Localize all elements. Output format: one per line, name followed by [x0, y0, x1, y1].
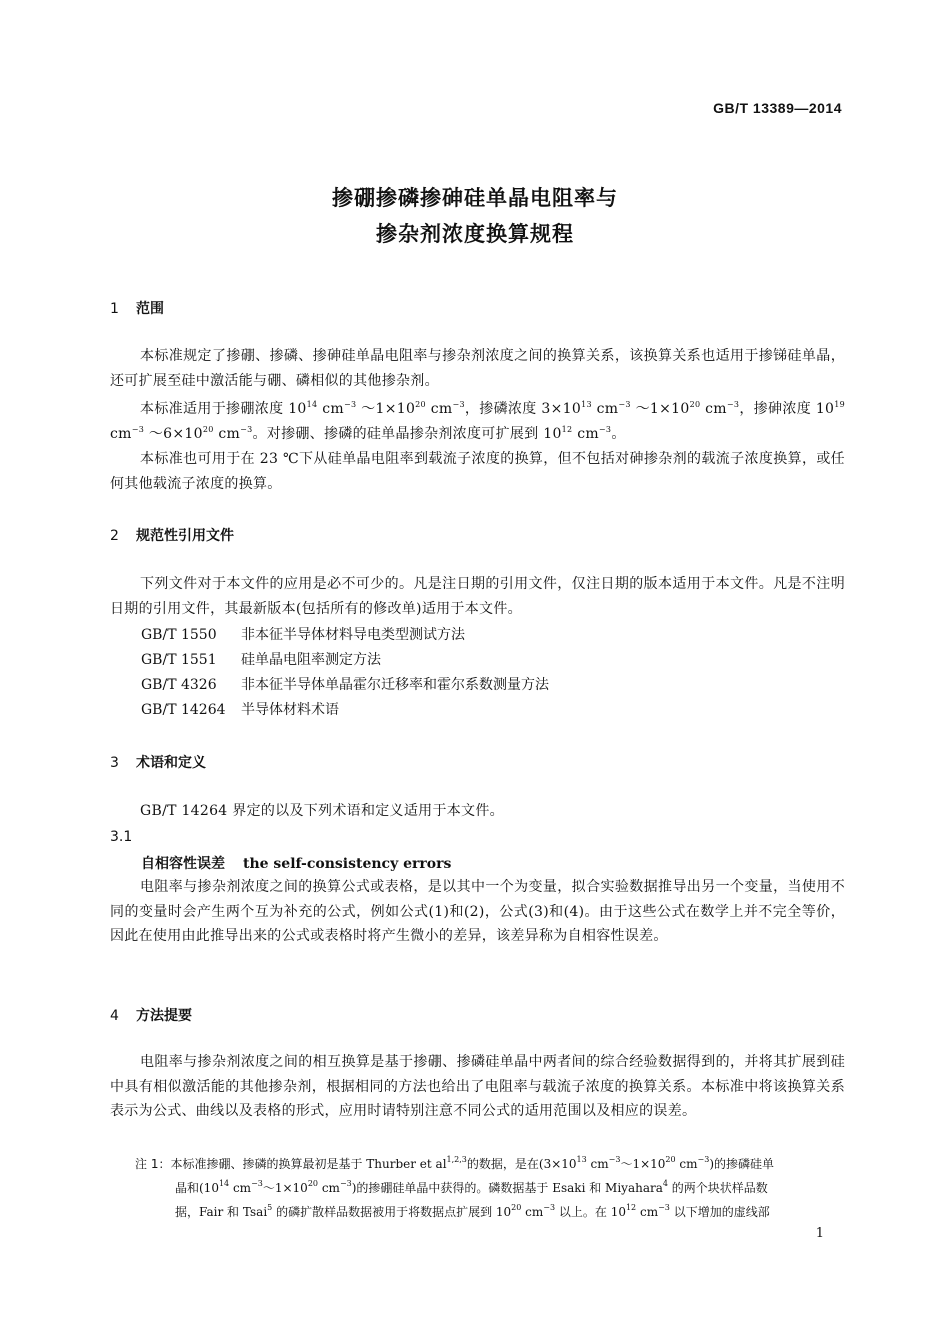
section-number: 2 [110, 528, 119, 544]
page-number: 1 [815, 1226, 824, 1241]
term-heading [141, 853, 451, 873]
reference-item: GB/T 1550 非本征半导体材料导电类型测试方法 [141, 627, 465, 643]
section-number: 3 [110, 755, 119, 771]
section-title: 术语和定义 [136, 755, 206, 771]
document-title [0, 180, 950, 252]
section-number: 1 [110, 301, 119, 317]
section-1-paragraph-3: 本标准也可用于在 23 ℃下从硅单晶电阻率到载流子浓度的换算，但不包括对砷掺杂剂的载流子浓度换算，或任何其他载流子浓度的换算。 [110, 451, 845, 492]
title-line-1: 掺硼掺磷掺砷硅单晶电阻率与 [332, 186, 618, 210]
section-3-paragraph-2: 电阻率与掺杂剂浓度之间的换算公式或表格，是以其中一个为变量，拟合实验数据推导出另一个变量，当使用不同的变量时会产生两个互为补充的公式，例如公式(1)和(2)，公式(3)和(4)。由于这些公式在数学上并不完全等价，因此在使用由此推导出来的公式或表格时将产生微小的差异，该差异称为自相容性误差。 [110, 879, 845, 944]
note-label: 注 1： [135, 1157, 171, 1171]
section-4-heading [110, 1005, 192, 1025]
subclause-number: 3.1 [110, 829, 133, 845]
reference-item: GB/T 14264 半导体材料术语 [141, 702, 339, 718]
section-4-paragraph-1: 电阻率与掺杂剂浓度之间的相互换算是基于掺硼、掺磷硅单晶中两者间的综合经验数据得到的，并将其扩展到硅中具有相似激活能的其他掺杂剂，根据相同的方法也给出了电阻率与载流子浓度的换算关系。本标准中将该换算关系表示为公式、曲线以及表格的形式，应用时请特别注意不同公式的适用范围以及相应的误差。 [110, 1054, 845, 1119]
section-1-heading [110, 298, 164, 318]
section-3-paragraph-1: GB/T 14264 界定的以及下列术语和定义适用于本文件。 [140, 803, 504, 819]
title-line-2: 掺杂剂浓度换算规程 [376, 222, 574, 246]
term-english: the self-consistency errors [243, 856, 452, 872]
section-1-paragraph-1: 本标准规定了掺硼、掺磷、掺砷硅单晶电阻率与掺杂剂浓度之间的换算关系，该换算关系也适用于掺锑硅单晶，还可扩展至硅中激活能与硼、磷相似的其他掺杂剂。 [110, 348, 845, 389]
reference-item: GB/T 4326 非本征半导体单晶霍尔迁移率和霍尔系数测量方法 [141, 677, 549, 693]
section-2-heading [110, 525, 234, 545]
section-3-heading [110, 752, 206, 772]
section-title: 方法提要 [136, 1008, 192, 1024]
section-title: 规范性引用文件 [136, 528, 234, 544]
reference-item: GB/T 1551 硅单晶电阻率测定方法 [141, 652, 381, 668]
term-chinese: 自相容性误差 [141, 856, 225, 872]
section-2-paragraph-1: 下列文件对于本文件的应用是必不可少的。凡是注日期的引用文件，仅注日期的版本适用于本文件。凡是不注明日期的引用文件，其最新版本(包括所有的修改单)适用于本文件。 [110, 576, 845, 617]
section-number: 4 [110, 1008, 119, 1024]
standard-number: GB/T 13389—2014 [713, 100, 842, 116]
section-1-paragraph-2: 本标准适用于掺硼浓度 $10^{14}$ $cm^{-3}$ $\sim 1\times 10^{20}$ $cm^{-3}$，掺磷浓度 $3\times 10^{13}$ $cm^{-3}$ $\sim 1\times 10^{20}$ $cm^{-3}$，掺砷浓度 $10^{19}$ $cm^{-3}$ $\sim 6\times 10^{20}$ $cm^{-3}$。对掺硼、掺磷的硅单晶掺杂剂浓度可扩展到 $10^{12}$ $cm^{-3}$。 [110, 400, 846, 442]
section-title: 范围 [136, 301, 164, 317]
note-1: 注 1：本标准掺硼、掺磷的换算最初是基于 Thurber et al$^{1,2,3}$的数据，是在($3\times 10^{13}$ $cm^{-3}\sim 1\times 10^{20}$ $cm^{-3}$)的掺磷硅单 晶和($10^{14}$ $cm^{-3}\sim 1\times 10^{20}$ $cm^{-3}$)的掺硼硅单晶中获得的。磷数据基于 Esaki 和 Miyahara$^4$ 的两个块状样品数 据，Fair 和 Tsai$^5$ 的磷扩散样品数据被用于将数据点扩展到 $10^{20}$ $cm^{-3}$ 以上。在 $10^{12}$ $cm^{-3}$ 以下增加的虚线部 [135, 1155, 775, 1219]
